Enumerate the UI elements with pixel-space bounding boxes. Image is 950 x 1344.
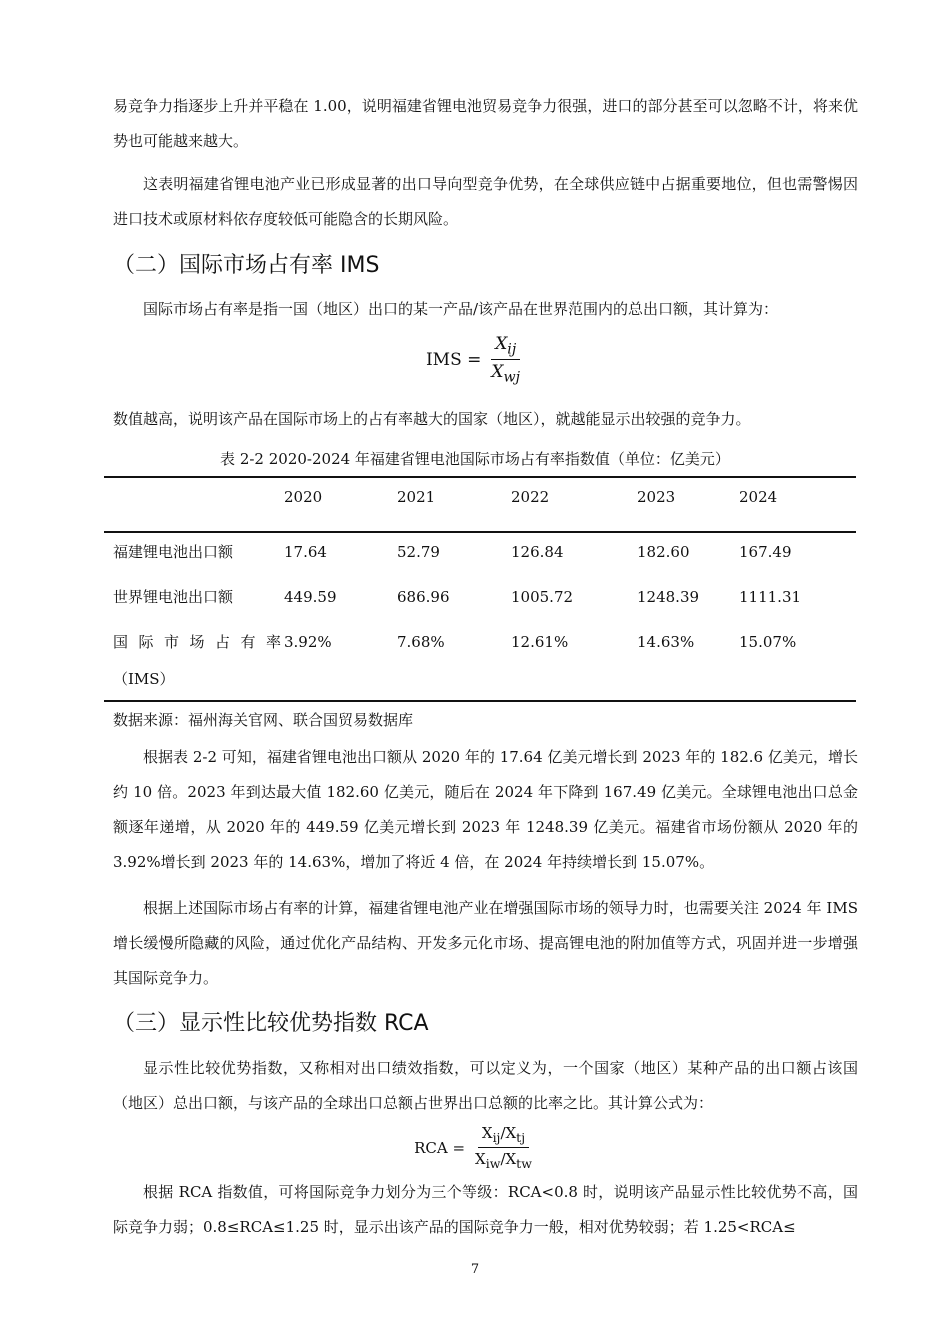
table-cell: 449.59 [284, 588, 337, 606]
table-cell: 1005.72 [511, 588, 574, 606]
table-source: 数据来源：福州海关官网、联合国贸易数据库 [113, 711, 414, 729]
table-cell: 1248.39 [637, 588, 700, 606]
table-cell: 167.49 [739, 543, 792, 561]
column-header-2020: 2020 [284, 488, 323, 506]
table-cell: 52.79 [397, 543, 440, 561]
formula-ims-den: X [491, 362, 504, 383]
column-header-2023: 2023 [637, 488, 676, 506]
heading-rca: （三）显示性比较优势指数 RCA [113, 1011, 429, 1036]
table-cell: 3.92% [284, 633, 332, 651]
formula-rca-num-sub2: tj [516, 1130, 526, 1145]
table-cell: 182.60 [637, 543, 690, 561]
row-label-ims-abbr: （IMS） [113, 670, 175, 688]
paragraph-trade-competitiveness: 易竞争力指逐步上升并平稳在 1.00，说明福建省锂电池贸易竞争力很强，进口的部分甚至可以忽略不计，将来优势也可能越来越大。 [113, 97, 858, 150]
table-header-rule [104, 531, 856, 533]
formula-rca-den-mid: /X [500, 1150, 517, 1168]
formula-ims [0, 334, 950, 386]
paragraph-rca-levels: 根据 RCA 指数值，可将国际竞争力划分为三个等级：RCA<0.8 时，说明该产品显示性比较优势不高，国际竞争力弱；0.8≤RCA≤1.25 时，显示出该产品的国际竞争力一般，相对优势较弱；若 1.25<RCA≤ [113, 1183, 858, 1236]
formula-rca-den-sub2: tw [516, 1156, 532, 1171]
formula-rca [0, 1124, 950, 1171]
formula-rca-den-sub1: iw [485, 1156, 501, 1171]
formula-rca-num-sub1: ij [492, 1130, 501, 1145]
row-label-fujian-export: 福建锂电池出口额 [113, 543, 234, 561]
formula-rca-num: X [481, 1124, 493, 1142]
row-label-world-export: 世界锂电池出口额 [113, 588, 234, 606]
formula-rca-lhs: RCA = [414, 1138, 466, 1157]
paragraph-export-advantage: 这表明福建省锂电池产业已形成显著的出口导向型竞争优势，在全球供应链中占据重要地位，但也需警惕因进口技术或原材料依存度较低可能隐含的长期风险。 [113, 175, 858, 228]
formula-ims-lhs: IMS = [425, 349, 482, 370]
paragraph-ims-meaning: 数值越高，说明该产品在国际市场上的占有率越大的国家（地区），就越能显示出较强的竞争力。 [113, 410, 751, 428]
table-cell: 12.61% [511, 633, 569, 651]
table-cell: 17.64 [284, 543, 327, 561]
table-cell: 1111.31 [739, 588, 802, 606]
page-number: 7 [470, 1262, 480, 1277]
table-cell: 14.63% [637, 633, 695, 651]
formula-ims-num-sub: ij [507, 341, 517, 358]
table-caption: 表 2-2 2020-2024 年福建省锂电池国际市场占有率指数值（单位：亿美元） [220, 450, 730, 468]
paragraph-ims-definition: 国际市场占有率是指一国（地区）出口的某一产品/该产品在世界范围内的总出口额，其计算为： [143, 300, 779, 318]
table-cell: 126.84 [511, 543, 564, 561]
table-cell: 15.07% [739, 633, 797, 651]
row-label-ims: 国际市场占有率 [113, 633, 292, 651]
table-cell: 7.68% [397, 633, 445, 651]
paragraph-table-analysis: 根据表 2-2 可知，福建省锂电池出口额从 2020 年的 17.64 亿美元增长到 2023 年的 182.6 亿美元，增长约 10 倍。2023 年到达最大值 182.60 亿美元，随后在 2024 年下降到 167.49 亿美元。全球锂电池出口总金额逐年递增，从 2020 年的 449.59 亿美元增长到 2023 年 1248.39 亿美元。福建省市场份额从 2020 年的 3.92%增长到 2023 年的 14.63%，增加了将近 4 倍，在 2024 年持续增长到 15.07%。 [113, 748, 858, 871]
formula-rca-den: X [475, 1150, 486, 1168]
column-header-2022: 2022 [511, 488, 550, 506]
paragraph-rca-definition: 显示性比较优势指数，又称相对出口绩效指数，可以定义为，一个国家（地区）某种产品的出口额占该国（地区）总出口额，与该产品的全球出口总额占世界出口总额的比率之比。其计算公式为： [113, 1059, 858, 1112]
formula-ims-den-sub: wj [503, 369, 521, 386]
table-top-rule [104, 476, 856, 478]
formula-rca-num-mid: /X [500, 1124, 517, 1142]
heading-ims: （二）国际市场占有率 IMS [113, 253, 380, 278]
formula-ims-num: X [495, 334, 508, 354]
column-header-2024: 2024 [739, 488, 778, 506]
table-bottom-rule [104, 700, 856, 702]
column-header-2021: 2021 [397, 488, 436, 506]
table-cell: 686.96 [397, 588, 450, 606]
paragraph-ims-conclusion: 根据上述国际市场占有率的计算，福建省锂电池产业在增强国际市场的领导力时，也需要关注 2024 年 IMS 增长缓慢所隐藏的风险，通过优化产品结构、开发多元化市场、提高锂电池的附加值等方式，巩固并进一步增强其国际竞争力。 [113, 899, 858, 987]
